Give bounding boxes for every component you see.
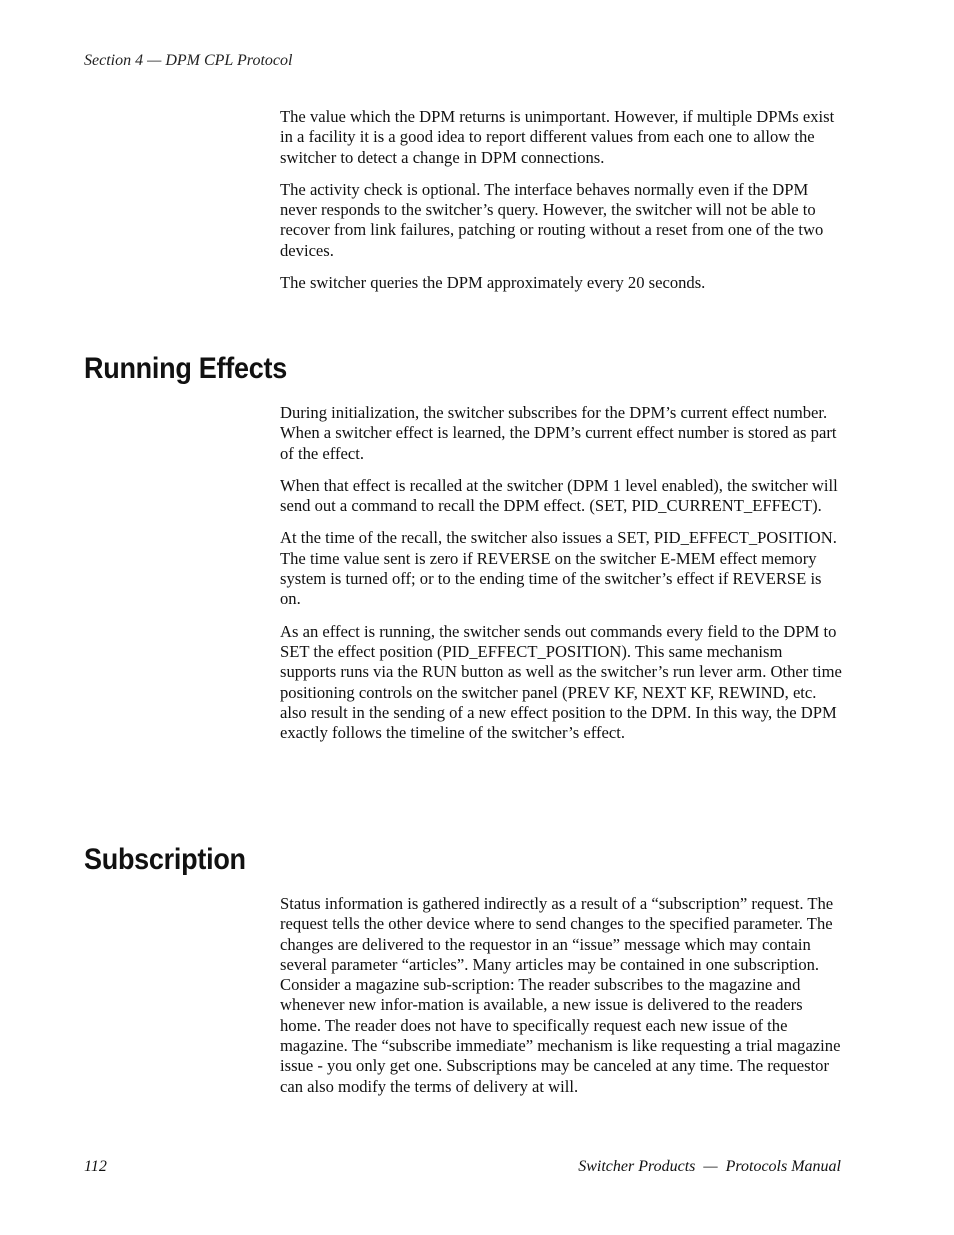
manual-title: Switcher Products — Protocols Manual: [578, 1158, 841, 1175]
paragraph: The switcher queries the DPM approximately every 20 seconds.: [280, 273, 706, 293]
paragraph: When that effect is recalled at the switcher (DPM 1 level enabled), the switcher will send out a command to recall the DPM effect. (SET, PID_CURRENT_EFFECT).: [280, 475, 838, 516]
paragraph: The activity check is optional. The interface behaves normally even if the DPM never responds to the switcher’s query. However, the switcher will not be able to recover from link failures, patching or routing without a reset from one of the two devices.: [280, 179, 824, 260]
section-heading-subscription: Subscription: [84, 843, 246, 876]
paragraph: As an effect is running, the switcher sends out commands every field to the DPM to SET the effect position (PID_EFFECT_POSITION). This same mechanism supports runs via the RUN button as well as the switcher’s run lever arm. Other time positioning controls on the switcher panel (PREV KF, NEXT KF, REWIND, etc. also result in the sending of a new effect position to the DPM. In this way, the DPM exactly follows the timeline of the switcher’s effect.: [280, 621, 842, 743]
intro-section: [280, 107, 842, 305]
running-header: Section 4 — DPM CPL Protocol: [84, 52, 293, 69]
paragraph: During initialization, the switcher subscribes for the DPM’s current effect number. When a switcher effect is learned, the DPM’s current effect number is stored as part of the effect.: [280, 403, 837, 463]
paragraph: At the time of the recall, the switcher also issues a SET, PID_EFFECT_POSITION. The time value sent is zero if REVERSE on the switcher E-MEM effect memory system is turned off; or to the ending time of the switcher’s effect if REVERSE is on.: [280, 528, 837, 609]
paragraph: Status information is gathered indirectly as a result of a “subscription” request. The request tells the other device where to send changes to the specified parameter. The changes are delivered to the requestor in an “issue” message which may contain several parameter “articles”. Many articles may be contained in one subscription. Consider a magazine sub-scription: The reader subscribes to the magazine and whenever new infor-mation is available, a new issue is delivered to the readers home. The reader does not have to specifically request each new issue of the magazine. The “subscribe immediate” mechanism is like requesting a trial magazine issue - you only get one. Subscriptions may be canceled at any time. The requestor can also modify the terms of delivery at will.: [280, 894, 841, 1096]
running-effects-section: [280, 403, 842, 755]
section-heading-running-effects: Running Effects: [84, 352, 287, 385]
paragraph: The value which the DPM returns is unimportant. However, if multiple DPMs exist in a facility it is a good idea to report different values from each one to allow the switcher to detect a change in DPM connections.: [280, 107, 835, 167]
subscription-section: [280, 894, 842, 1109]
page-number: 112: [84, 1158, 107, 1175]
